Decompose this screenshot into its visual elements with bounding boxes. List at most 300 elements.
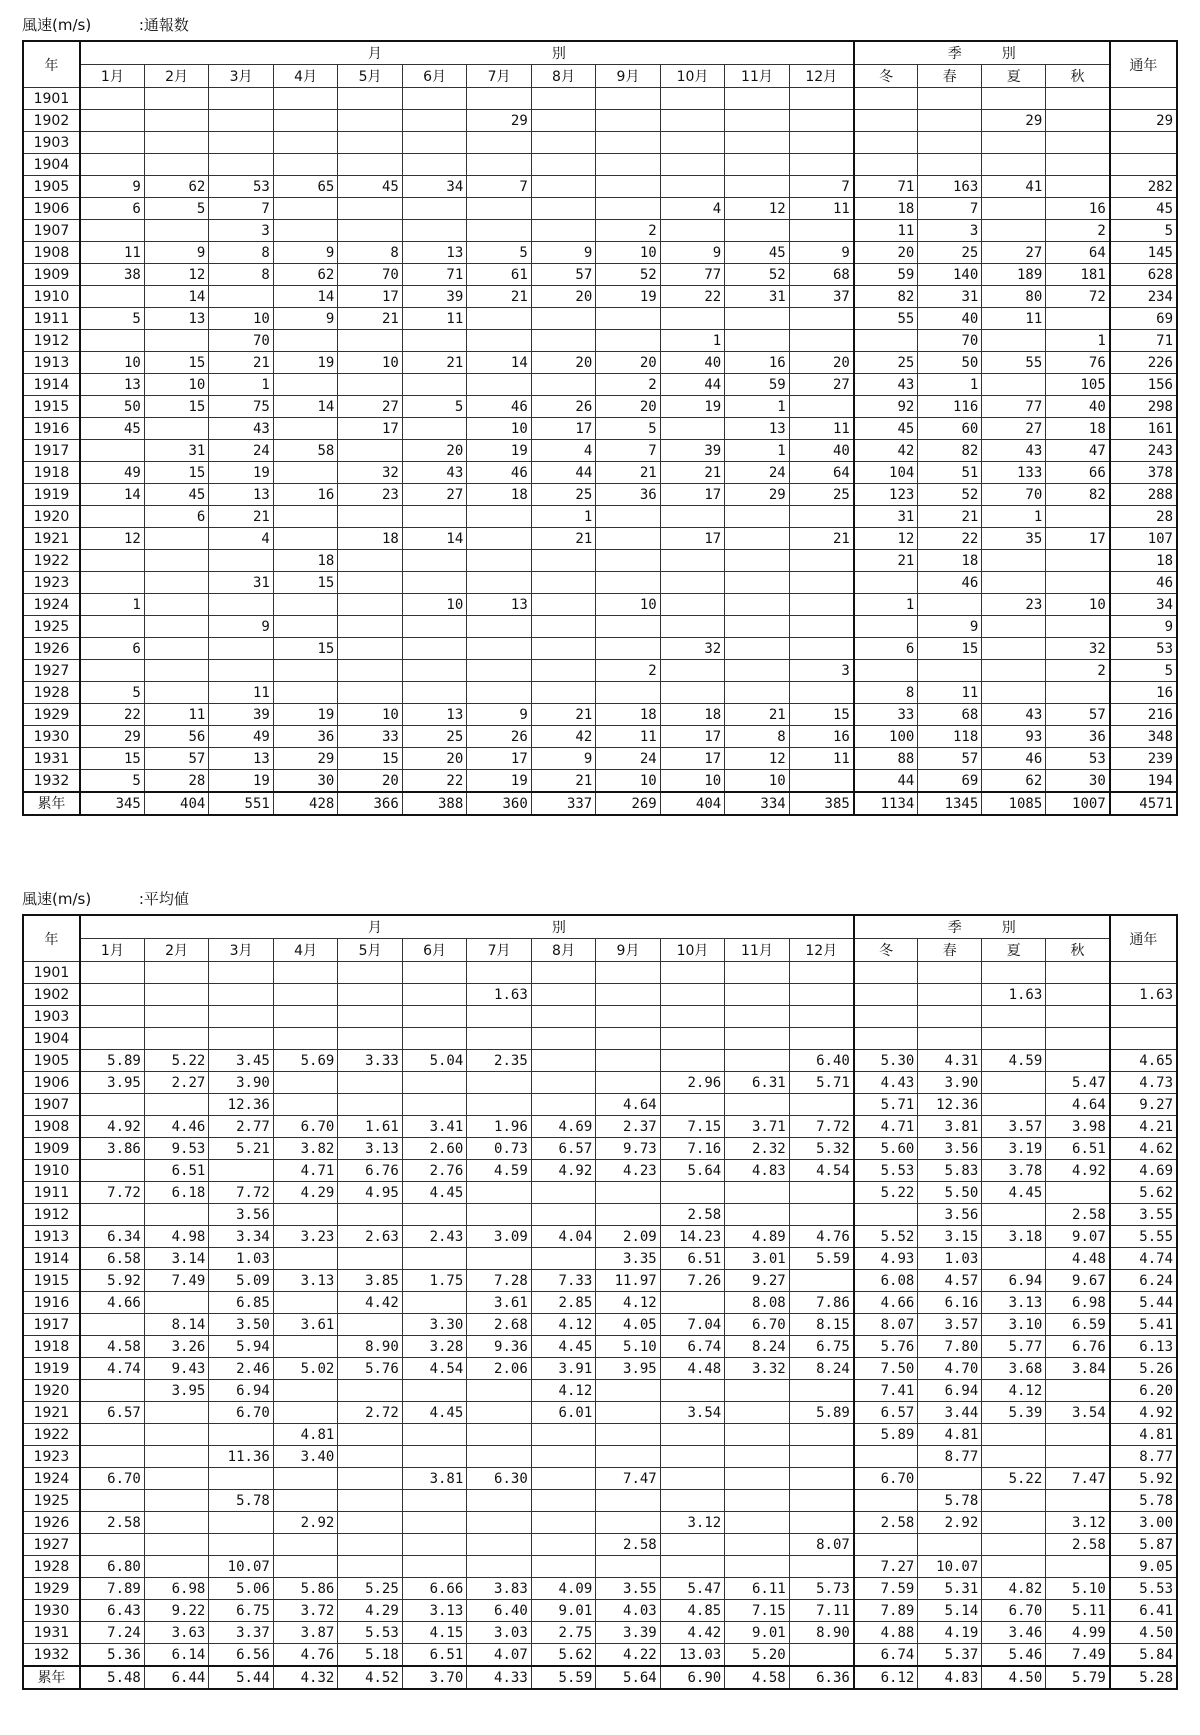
month-value-cell: 45	[80, 418, 144, 440]
season-value-cell: 5.39	[982, 1402, 1046, 1424]
month-value-cell	[596, 1006, 660, 1028]
season-value-cell	[918, 154, 982, 176]
month-value-cell: 13	[209, 484, 273, 506]
month-value-cell	[531, 984, 595, 1006]
month-value-cell: 9	[273, 308, 337, 330]
month-value-cell: 17	[660, 484, 724, 506]
season-value-cell: 1	[918, 374, 982, 396]
month-value-cell	[660, 1094, 724, 1116]
season-value-cell: 6.16	[918, 1292, 982, 1314]
month-value-cell: 11.36	[209, 1446, 273, 1468]
annual-value-cell: 71	[1110, 330, 1177, 352]
season-value-cell	[918, 1534, 982, 1556]
month-value-cell	[596, 1512, 660, 1534]
month-value-cell	[596, 506, 660, 528]
month-value-cell: 18	[596, 704, 660, 726]
month-value-cell: 19	[660, 396, 724, 418]
month-value-cell: 6.58	[80, 1248, 144, 1270]
season-value-cell: 80	[982, 286, 1046, 308]
month-value-cell	[209, 1160, 273, 1182]
month-value-cell: 9	[209, 616, 273, 638]
month-value-cell: 11	[789, 418, 854, 440]
month-value-cell	[338, 682, 402, 704]
table-row	[23, 572, 1177, 594]
month-value-cell	[273, 132, 337, 154]
month-value-cell: 5.53	[338, 1622, 402, 1644]
year-cell: 1915	[23, 396, 80, 418]
season-value-cell: 181	[1046, 264, 1110, 286]
month-value-cell	[273, 1072, 337, 1094]
season-value-cell: 2	[1046, 660, 1110, 682]
month-value-cell: 2.58	[80, 1512, 144, 1534]
month-value-cell	[789, 506, 854, 528]
month-value-cell	[402, 1424, 466, 1446]
month-value-cell: 46	[467, 396, 531, 418]
month-value-cell	[402, 418, 466, 440]
month-value-cell: 3	[209, 220, 273, 242]
month-value-cell: 31	[144, 440, 208, 462]
table-row	[23, 132, 1177, 154]
season-value-cell: 4.88	[854, 1622, 918, 1644]
month-value-cell	[273, 682, 337, 704]
month-value-cell: 29	[273, 748, 337, 770]
month-value-cell: 5.48	[80, 1666, 144, 1689]
month-value-cell: 5.76	[338, 1358, 402, 1380]
month-value-cell	[402, 660, 466, 682]
month-value-cell	[596, 984, 660, 1006]
month-value-cell: 20	[596, 352, 660, 374]
month-value-cell: 3.37	[209, 1622, 273, 1644]
month-value-cell	[725, 132, 789, 154]
month-header: 7月	[467, 939, 531, 962]
month-value-cell	[596, 1556, 660, 1578]
month-value-cell: 5.44	[209, 1666, 273, 1689]
month-value-cell: 12	[80, 528, 144, 550]
month-value-cell	[660, 984, 724, 1006]
season-value-cell: 6	[854, 638, 918, 660]
month-value-cell	[725, 154, 789, 176]
month-value-cell: 2.35	[467, 1050, 531, 1072]
year-cell: 1913	[23, 352, 80, 374]
month-value-cell	[338, 88, 402, 110]
season-value-cell: 3.12	[1046, 1512, 1110, 1534]
annual-value-cell: 29	[1110, 110, 1177, 132]
table-row	[23, 1380, 1177, 1402]
month-value-cell: 17	[660, 726, 724, 748]
month-value-cell	[531, 1490, 595, 1512]
month-value-cell	[531, 110, 595, 132]
month-value-cell: 2.27	[144, 1072, 208, 1094]
month-value-cell	[402, 110, 466, 132]
season-value-cell	[982, 88, 1046, 110]
month-value-cell	[144, 1534, 208, 1556]
annual-value-cell	[1110, 1006, 1177, 1028]
month-value-cell: 53	[209, 176, 273, 198]
month-value-cell	[531, 220, 595, 242]
season-value-cell	[918, 1006, 982, 1028]
table-row	[23, 1600, 1177, 1622]
month-value-cell	[402, 1204, 466, 1226]
month-value-cell	[80, 110, 144, 132]
season-value-cell: 77	[982, 396, 1046, 418]
annual-value-cell: 45	[1110, 198, 1177, 220]
month-value-cell	[725, 330, 789, 352]
month-value-cell: 21	[338, 308, 402, 330]
month-value-cell: 13	[725, 418, 789, 440]
month-value-cell: 20	[789, 352, 854, 374]
season-value-cell: 3.57	[918, 1314, 982, 1336]
season-value-cell	[1046, 110, 1110, 132]
year-cell: 1903	[23, 132, 80, 154]
month-value-cell: 68	[789, 264, 854, 286]
month-value-cell: 13	[467, 594, 531, 616]
season-value-cell: 6.98	[1046, 1292, 1110, 1314]
season-value-cell: 5.31	[918, 1578, 982, 1600]
season-value-cell: 62	[982, 770, 1046, 793]
month-value-cell	[144, 616, 208, 638]
season-value-cell: 5.78	[918, 1490, 982, 1512]
season-value-cell: 189	[982, 264, 1046, 286]
month-value-cell: 1	[725, 440, 789, 462]
season-header: 夏	[982, 939, 1046, 962]
month-value-cell: 14	[273, 396, 337, 418]
month-value-cell: 45	[338, 176, 402, 198]
month-value-cell: 6.74	[660, 1336, 724, 1358]
season-value-cell	[854, 1204, 918, 1226]
month-value-cell	[209, 984, 273, 1006]
season-value-cell: 4.99	[1046, 1622, 1110, 1644]
season-value-cell: 4.12	[982, 1380, 1046, 1402]
month-value-cell	[660, 1028, 724, 1050]
season-value-cell: 5.22	[854, 1182, 918, 1204]
month-value-cell	[660, 1292, 724, 1314]
table-row	[23, 1226, 1177, 1248]
table-row	[23, 418, 1177, 440]
season-value-cell	[982, 374, 1046, 396]
month-value-cell	[596, 1028, 660, 1050]
month-value-cell	[725, 682, 789, 704]
season-value-cell: 5.30	[854, 1050, 918, 1072]
month-value-cell	[209, 1468, 273, 1490]
month-value-cell	[660, 550, 724, 572]
month-value-cell	[80, 1204, 144, 1226]
month-value-cell	[338, 572, 402, 594]
month-value-cell: 7.47	[596, 1468, 660, 1490]
season-value-cell: 5.46	[982, 1644, 1046, 1667]
month-value-cell: 4.32	[273, 1666, 337, 1689]
month-value-cell	[789, 1512, 854, 1534]
month-value-cell: 4.69	[531, 1116, 595, 1138]
year-cell: 1916	[23, 418, 80, 440]
month-value-cell: 5.32	[789, 1138, 854, 1160]
month-value-cell: 3.61	[467, 1292, 531, 1314]
month-value-cell	[531, 1512, 595, 1534]
season-value-cell	[982, 1490, 1046, 1512]
month-value-cell	[273, 506, 337, 528]
month-value-cell	[273, 660, 337, 682]
month-value-cell: 9.36	[467, 1336, 531, 1358]
season-value-cell: 30	[1046, 770, 1110, 793]
month-value-cell: 4	[531, 440, 595, 462]
season-header: 秋	[1046, 939, 1110, 962]
season-value-cell	[1046, 1380, 1110, 1402]
month-value-cell: 10	[596, 242, 660, 264]
month-value-cell	[531, 638, 595, 660]
month-value-cell	[80, 1534, 144, 1556]
month-value-cell	[144, 1424, 208, 1446]
table-row	[23, 1050, 1177, 1072]
season-value-cell: 1.63	[982, 984, 1046, 1006]
table-row	[23, 1622, 1177, 1644]
season-value-cell: 6.70	[982, 1600, 1046, 1622]
month-value-cell: 334	[725, 792, 789, 815]
season-value-cell: 15	[918, 638, 982, 660]
month-value-cell: 49	[80, 462, 144, 484]
season-value-cell: 2.92	[918, 1512, 982, 1534]
month-value-cell: 29	[467, 110, 531, 132]
month-value-cell	[273, 1248, 337, 1270]
month-value-cell	[725, 1424, 789, 1446]
month-value-cell	[531, 572, 595, 594]
month-value-cell	[789, 1270, 854, 1292]
month-value-cell	[80, 132, 144, 154]
season-value-cell: 3.19	[982, 1138, 1046, 1160]
month-value-cell	[660, 154, 724, 176]
month-value-cell: 39	[660, 440, 724, 462]
month-value-cell: 71	[402, 264, 466, 286]
month-value-cell: 7.26	[660, 1270, 724, 1292]
season-value-cell: 9.67	[1046, 1270, 1110, 1292]
seasonal-group-label-2: 別	[1001, 920, 1016, 936]
table-row	[23, 1512, 1177, 1534]
month-header: 1月	[80, 65, 144, 88]
month-value-cell: 61	[467, 264, 531, 286]
season-value-cell: 66	[1046, 462, 1110, 484]
month-value-cell: 6.11	[725, 1578, 789, 1600]
month-value-cell	[531, 1094, 595, 1116]
month-value-cell	[725, 1402, 789, 1424]
month-value-cell: 3.56	[209, 1204, 273, 1226]
month-value-cell	[596, 1424, 660, 1446]
month-value-cell	[144, 1446, 208, 1468]
month-value-cell: 12	[144, 264, 208, 286]
month-value-cell: 12	[725, 198, 789, 220]
month-value-cell	[467, 572, 531, 594]
month-value-cell: 19	[273, 704, 337, 726]
table-row	[23, 88, 1177, 110]
month-value-cell: 24	[209, 440, 273, 462]
month-value-cell	[402, 1006, 466, 1028]
month-value-cell: 7	[209, 198, 273, 220]
month-value-cell	[789, 330, 854, 352]
season-value-cell: 11	[982, 308, 1046, 330]
season-value-cell	[854, 572, 918, 594]
month-value-cell	[209, 1534, 273, 1556]
month-value-cell: 56	[144, 726, 208, 748]
annual-value-cell: 6.24	[1110, 1270, 1177, 1292]
month-value-cell: 10	[338, 352, 402, 374]
season-value-cell: 82	[918, 440, 982, 462]
month-value-cell: 17	[660, 748, 724, 770]
month-value-cell: 9	[467, 704, 531, 726]
month-value-cell	[660, 572, 724, 594]
season-value-cell: 8	[854, 682, 918, 704]
month-value-cell	[144, 638, 208, 660]
month-value-cell: 4.42	[660, 1622, 724, 1644]
table-row	[23, 1270, 1177, 1292]
month-value-cell: 11	[80, 242, 144, 264]
season-value-cell: 3.68	[982, 1358, 1046, 1380]
month-value-cell	[789, 616, 854, 638]
month-value-cell	[596, 1380, 660, 1402]
month-value-cell	[402, 1380, 466, 1402]
month-value-cell	[725, 1490, 789, 1512]
month-value-cell: 3.03	[467, 1622, 531, 1644]
month-value-cell: 19	[273, 352, 337, 374]
year-cell: 1911	[23, 1182, 80, 1204]
season-value-cell: 5.50	[918, 1182, 982, 1204]
table-row	[23, 1446, 1177, 1468]
month-value-cell: 57	[144, 748, 208, 770]
season-value-cell: 123	[854, 484, 918, 506]
month-value-cell: 428	[273, 792, 337, 815]
month-value-cell: 10	[144, 374, 208, 396]
month-value-cell: 8.24	[789, 1358, 854, 1380]
month-value-cell: 49	[209, 726, 273, 748]
month-value-cell: 9.73	[596, 1138, 660, 1160]
table-row	[23, 1138, 1177, 1160]
season-value-cell: 18	[1046, 418, 1110, 440]
season-value-cell	[1046, 1182, 1110, 1204]
month-value-cell	[467, 220, 531, 242]
month-value-cell	[144, 1292, 208, 1314]
season-value-cell: 3.15	[918, 1226, 982, 1248]
season-value-cell: 4.92	[1046, 1160, 1110, 1182]
month-value-cell	[531, 1556, 595, 1578]
month-value-cell	[338, 1380, 402, 1402]
season-value-cell: 7	[918, 198, 982, 220]
month-header: 2月	[144, 65, 208, 88]
year-cell: 1932	[23, 770, 80, 793]
season-value-cell: 4.57	[918, 1270, 982, 1292]
year-cell: 1902	[23, 110, 80, 132]
month-value-cell	[80, 1006, 144, 1028]
month-value-cell: 4	[660, 198, 724, 220]
month-value-cell	[789, 682, 854, 704]
month-value-cell	[338, 962, 402, 984]
month-value-cell: 21	[660, 462, 724, 484]
month-value-cell	[531, 154, 595, 176]
month-value-cell: 4.45	[402, 1402, 466, 1424]
season-value-cell: 4.59	[982, 1050, 1046, 1072]
month-value-cell: 3.72	[273, 1600, 337, 1622]
month-value-cell: 19	[209, 462, 273, 484]
month-value-cell	[144, 1512, 208, 1534]
month-value-cell: 18	[338, 528, 402, 550]
month-value-cell: 3.40	[273, 1446, 337, 1468]
month-value-cell	[209, 1028, 273, 1050]
month-value-cell	[531, 962, 595, 984]
year-cell: 1909	[23, 264, 80, 286]
month-value-cell	[80, 1424, 144, 1446]
table-row	[23, 704, 1177, 726]
month-value-cell: 46	[467, 462, 531, 484]
season-value-cell: 25	[918, 242, 982, 264]
month-value-cell: 17	[338, 418, 402, 440]
season-value-cell	[854, 616, 918, 638]
month-value-cell: 14	[402, 528, 466, 550]
month-header: 10月	[660, 939, 724, 962]
month-value-cell	[789, 110, 854, 132]
month-value-cell: 337	[531, 792, 595, 815]
annual-value-cell: 5	[1110, 220, 1177, 242]
month-value-cell	[80, 1028, 144, 1050]
month-value-cell: 4.03	[596, 1600, 660, 1622]
report-count-table	[22, 40, 1178, 816]
month-value-cell: 5.86	[273, 1578, 337, 1600]
month-value-cell: 6	[80, 198, 144, 220]
month-value-cell: 7.28	[467, 1270, 531, 1292]
monthly-group-label-1: 月	[367, 46, 382, 62]
month-value-cell	[273, 1490, 337, 1512]
month-value-cell	[725, 594, 789, 616]
month-value-cell	[725, 1204, 789, 1226]
season-value-cell	[982, 638, 1046, 660]
month-value-cell	[660, 660, 724, 682]
month-value-cell: 10	[80, 352, 144, 374]
annual-value-cell: 145	[1110, 242, 1177, 264]
annual-value-cell: 4.73	[1110, 1072, 1177, 1094]
month-value-cell	[725, 308, 789, 330]
month-value-cell	[209, 110, 273, 132]
season-value-cell	[982, 1204, 1046, 1226]
month-value-cell: 345	[80, 792, 144, 815]
month-value-cell: 3.13	[402, 1600, 466, 1622]
season-value-cell	[1046, 962, 1110, 984]
month-value-cell: 10	[660, 770, 724, 793]
month-value-cell: 2	[596, 374, 660, 396]
month-value-cell	[273, 1094, 337, 1116]
month-value-cell: 5.78	[209, 1490, 273, 1512]
month-value-cell	[144, 962, 208, 984]
month-value-cell	[80, 1094, 144, 1116]
month-value-cell	[531, 682, 595, 704]
month-value-cell: 7.15	[725, 1600, 789, 1622]
season-value-cell	[918, 962, 982, 984]
season-value-cell: 3.13	[982, 1292, 1046, 1314]
month-value-cell: 4.15	[402, 1622, 466, 1644]
year-cell: 1902	[23, 984, 80, 1006]
month-value-cell: 8.15	[789, 1314, 854, 1336]
month-value-cell: 1	[80, 594, 144, 616]
season-value-cell: 5.83	[918, 1160, 982, 1182]
season-value-cell	[1046, 1050, 1110, 1072]
month-value-cell: 20	[531, 286, 595, 308]
season-value-cell: 82	[854, 286, 918, 308]
annual-value-cell: 4.21	[1110, 1116, 1177, 1138]
month-value-cell	[725, 1534, 789, 1556]
month-value-cell	[725, 1028, 789, 1050]
annual-value-cell: 4.69	[1110, 1160, 1177, 1182]
month-value-cell	[80, 572, 144, 594]
season-value-cell: 40	[918, 308, 982, 330]
month-value-cell: 3.82	[273, 1138, 337, 1160]
month-value-cell	[467, 1380, 531, 1402]
month-value-cell: 11	[789, 748, 854, 770]
annual-value-cell: 4.92	[1110, 1402, 1177, 1424]
month-value-cell: 3.12	[660, 1512, 724, 1534]
year-cell: 1925	[23, 1490, 80, 1512]
